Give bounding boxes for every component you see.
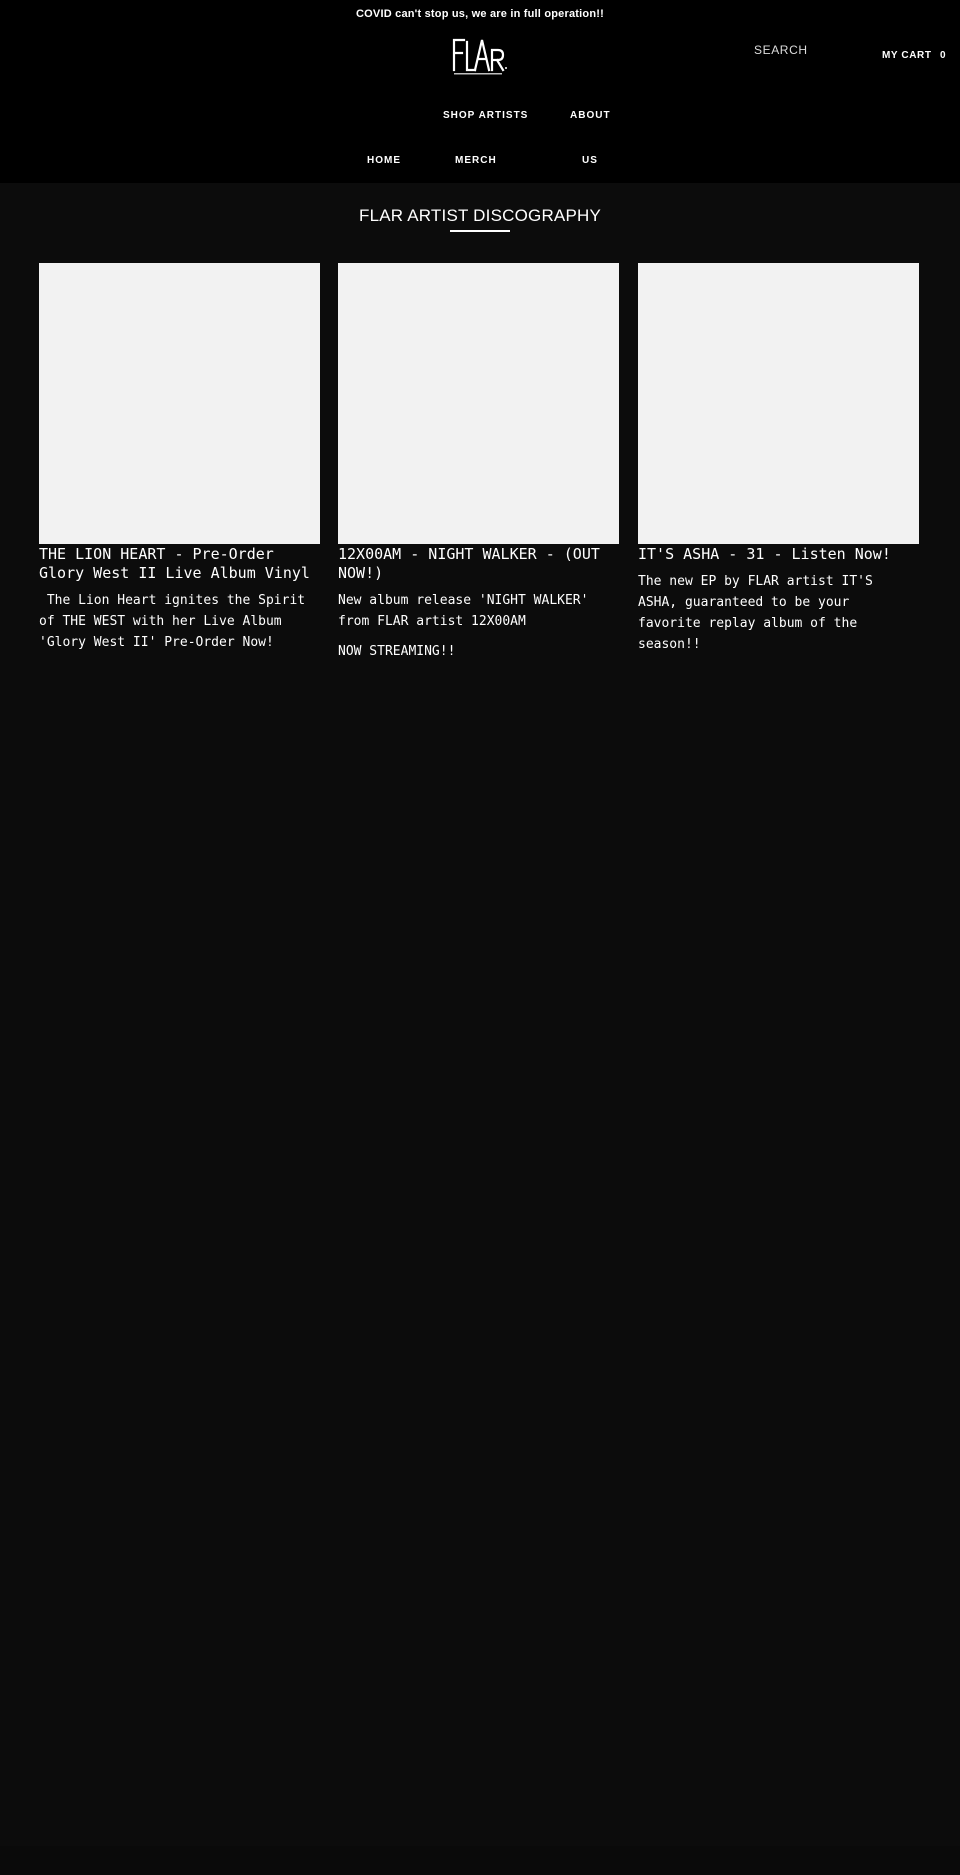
- cart-count-badge[interactable]: 0: [940, 50, 946, 61]
- product-image[interactable]: [39, 263, 320, 544]
- site-logo[interactable]: [450, 34, 510, 78]
- nav-about-us[interactable]: US: [582, 155, 598, 166]
- section-title: FLAR ARTIST DISCOGRAPHY: [358, 206, 602, 225]
- cart-link[interactable]: MY CART: [882, 50, 932, 61]
- product-card[interactable]: [338, 263, 619, 662]
- product-card[interactable]: [39, 263, 320, 653]
- nav-shop-artists[interactable]: SHOP ARTISTS: [443, 110, 529, 121]
- search-button[interactable]: SEARCH: [754, 43, 808, 57]
- product-card[interactable]: [638, 263, 919, 655]
- product-description: The Lion Heart ignites the Spirit of THE WEST with her Live Album 'Glory West II' Pre-Order Now!: [39, 593, 313, 650]
- nav-home[interactable]: HOME: [367, 155, 401, 166]
- title-underline: [450, 230, 510, 232]
- product-extra-text: NOW STREAMING!!: [338, 644, 456, 659]
- site-header: [0, 0, 960, 183]
- product-image[interactable]: [638, 263, 919, 544]
- nav-merch[interactable]: MERCH: [455, 155, 497, 166]
- product-description: The new EP by FLAR artist IT'S ASHA, guaranteed to be your favorite replay album of the season!!: [638, 574, 881, 652]
- flar-logo-icon: [450, 34, 510, 78]
- product-description: New album release 'NIGHT WALKER' from FLAR artist 12X00AM: [338, 593, 597, 629]
- page-footer: [0, 1846, 960, 1875]
- product-image[interactable]: [338, 263, 619, 544]
- product-title[interactable]: 12X00AM - NIGHT WALKER - (OUT NOW!): [338, 545, 600, 582]
- product-title[interactable]: THE LION HEART - Pre-Order Glory West II Live Album Vinyl: [39, 545, 310, 582]
- product-title[interactable]: IT'S ASHA - 31 - Listen Now!: [638, 545, 891, 563]
- announcement-bar: COVID can't stop us, we are in full operation!!: [356, 8, 604, 20]
- nav-about[interactable]: ABOUT: [570, 110, 611, 121]
